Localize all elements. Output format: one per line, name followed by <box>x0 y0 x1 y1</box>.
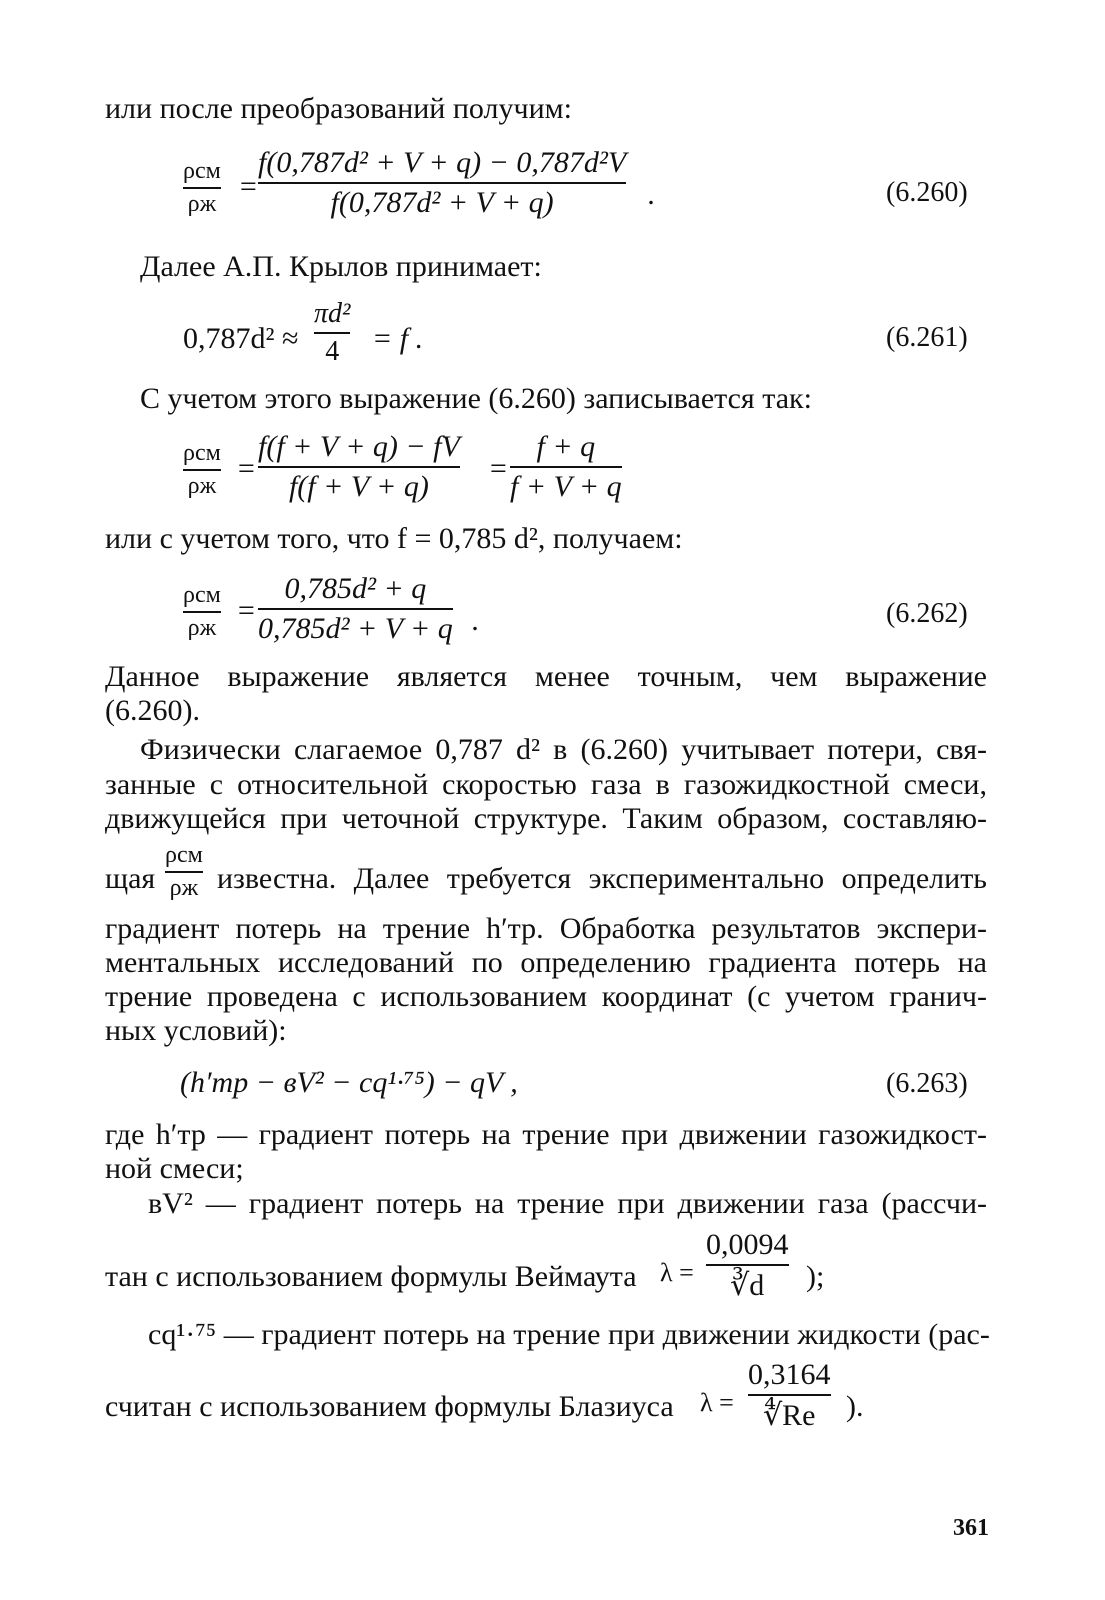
equation-number: (6.263) <box>886 1068 968 1099</box>
rho-mix: ρсм <box>183 158 221 184</box>
lambda-blasius: λ = <box>700 1388 734 1417</box>
equation-number: (6.262) <box>886 598 968 629</box>
fraction-260 <box>258 146 626 220</box>
fraction-261: πd² 4 <box>314 298 351 367</box>
text-line: где h′тр — градиент потерь на трение при движении газожидкост- <box>105 1118 987 1151</box>
lambda-weymouth: λ = <box>660 1258 694 1287</box>
text-line: или после преобразований получим: <box>105 92 572 125</box>
text-line: Далее А.П. Крылов принимает: <box>140 250 542 283</box>
fraction-mid-2: f + q f + V + q <box>510 430 622 503</box>
text-line: Данное выражение является менее точным, чем выражение <box>105 660 987 693</box>
fraction-blasius: 0,3164 ∜Re <box>748 1358 831 1432</box>
fraction-rho-ratio: ρсм ρж <box>165 842 203 901</box>
rho-liquid: ρж <box>187 191 217 217</box>
text-line: ных условий): <box>105 1014 287 1047</box>
text-line: Физически слагаемое 0,787 d² в (6.260) учитывает потери, свя- <box>140 733 987 766</box>
text-line: или с учетом того, что f = 0,785 d², получаем: <box>105 522 683 555</box>
eq263-expression: (h′тр − вV² − cq¹·⁷⁵) − qV , <box>180 1066 518 1099</box>
text-line: ной смеси; <box>105 1152 244 1185</box>
text-line: (6.260). <box>105 694 200 727</box>
text-line: щая <box>105 862 156 895</box>
eq260-numerator: f(0,787d² + V + q) − 0,787d²V <box>258 146 627 179</box>
equation-number: (6.261) <box>886 322 968 353</box>
text-line: cq¹·⁷⁵ — градиент потерь на трение при движении жидкости (рас- <box>148 1318 990 1351</box>
text-line: ментальных исследований по определению градиента потерь на <box>105 946 987 979</box>
text-line: трение проведена с использованием координат (с учетом гранич- <box>105 980 987 1013</box>
text-line: движущейся при четочной структуре. Таким образом, составляю- <box>105 802 987 835</box>
eq261-left: 0,787d² ≈ <box>183 322 299 355</box>
eq260-denominator: f(0,787d² + V + q) <box>330 186 554 219</box>
text-line: занные с относительной скоростью газа в газожидкостной смеси, <box>105 768 987 801</box>
fraction-weymouth: 0,0094 ∛d <box>706 1228 789 1302</box>
page-number: 361 <box>953 1515 989 1541</box>
text-line: градиент потерь на трение h′тр. Обработка результатов экспери- <box>105 912 987 945</box>
fraction-262: 0,785d² + q 0,785d² + V + q <box>258 572 453 645</box>
equation-number: (6.260) <box>886 177 968 208</box>
text-line: вV² — градиент потерь на трение при движении газа (рассчи- <box>148 1187 987 1220</box>
fraction-rho-ratio: ρсм ρж <box>183 440 221 499</box>
fraction-mid-1: f(f + V + q) − fV f(f + V + q) <box>258 430 460 503</box>
text-line: известна. Далее требуется экспериментально определить <box>217 862 987 895</box>
fraction-rho-ratio <box>183 158 221 218</box>
text-line: считан с использованием формулы Блазиуса <box>105 1390 674 1423</box>
eq261-right: = f . <box>372 322 424 355</box>
text-line: С учетом этого выражение (6.260) записывается так: <box>140 382 812 415</box>
fraction-rho-ratio: ρсм ρж <box>183 582 221 641</box>
text-line: тан с использованием формулы Веймаута <box>105 1260 637 1293</box>
